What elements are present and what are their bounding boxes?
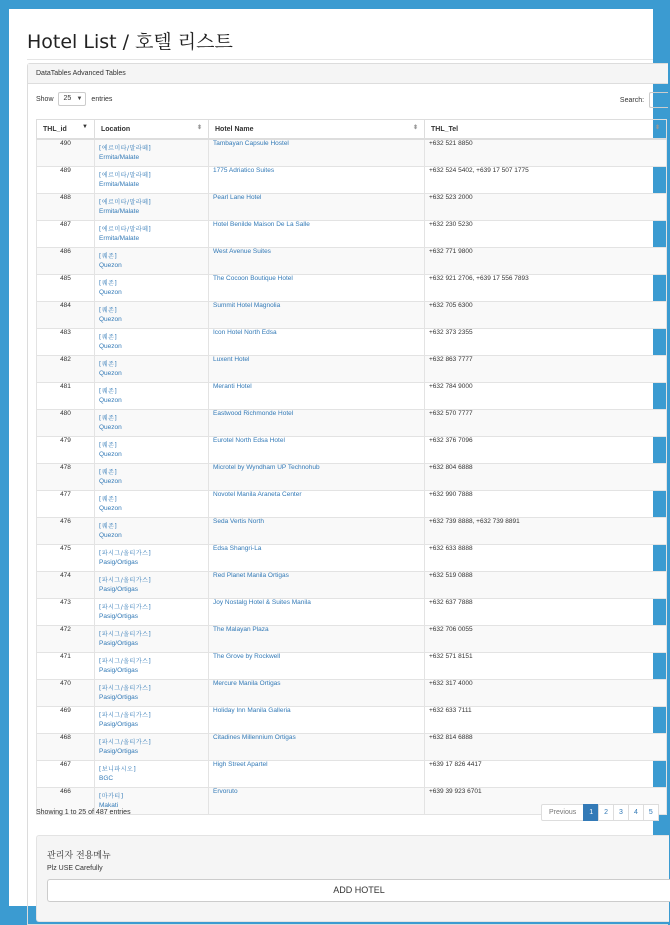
location-kr-link[interactable]: [퀘존] xyxy=(99,388,118,395)
hotel-name-link[interactable]: Citadines Millennium Ortigas xyxy=(213,734,296,741)
hotel-tel-cell: +632 521 8850 xyxy=(425,139,667,167)
hotel-name-link[interactable]: West Avenue Suites xyxy=(213,248,271,255)
hotel-id-cell: 485 xyxy=(37,275,95,302)
hotel-tel-cell: +632 706 0055 xyxy=(425,626,667,653)
hotel-id-cell: 487 xyxy=(37,221,95,248)
sort-both-icon: ⬍ xyxy=(412,125,418,131)
table-row xyxy=(37,653,667,680)
location-cell xyxy=(95,302,209,329)
location-kr-link[interactable]: [퀘존] xyxy=(99,253,118,260)
hotel-name-link[interactable]: Novotel Manila Araneta Center xyxy=(213,491,302,498)
hotel-table xyxy=(36,119,667,815)
hotel-id-cell: 477 xyxy=(37,491,95,518)
hotel-name-cell xyxy=(209,599,425,626)
location-kr-link[interactable]: [파시그/올티가스] xyxy=(99,577,152,584)
hotel-tel-cell: +632 373 2355 xyxy=(425,329,667,356)
hotel-tel-cell: +632 570 7777 xyxy=(425,410,667,437)
table-row xyxy=(37,626,667,653)
table-row xyxy=(37,167,667,194)
location-kr-link[interactable]: [퀘존] xyxy=(99,469,118,476)
hotel-id-cell: 473 xyxy=(37,599,95,626)
hotel-id-cell: 466 xyxy=(37,788,95,815)
datatable-panel xyxy=(27,63,668,925)
hotel-name-link[interactable]: High Street Apartel xyxy=(213,761,268,768)
hotel-tel-cell: +632 633 8888 xyxy=(425,545,667,572)
location-en-link[interactable]: Quezon xyxy=(99,343,122,350)
search-label: Search: xyxy=(619,96,645,104)
location-cell xyxy=(95,410,209,437)
page-length-select[interactable] xyxy=(58,92,86,106)
add-hotel-button[interactable]: ADD HOTEL xyxy=(47,879,670,902)
hotel-name-cell xyxy=(209,356,425,383)
hotel-name-cell xyxy=(209,545,425,572)
location-kr-link[interactable]: [에르미타/말라떼] xyxy=(99,199,152,206)
hotel-id-cell: 482 xyxy=(37,356,95,383)
hotel-name-link[interactable]: Microtel by Wyndham UP Technohub xyxy=(213,464,320,471)
location-kr-link[interactable]: [파시그/올티가스] xyxy=(99,604,152,611)
location-en-link[interactable]: Ermita/Malate xyxy=(99,181,140,188)
hotel-name-link[interactable]: Pearl Lane Hotel xyxy=(213,194,262,201)
hotel-id-cell: 483 xyxy=(37,329,95,356)
hotel-id-cell: 484 xyxy=(37,302,95,329)
hotel-name-link[interactable]: Ervoruto xyxy=(213,788,238,795)
previous-page-button[interactable]: Previous xyxy=(541,804,584,821)
hotel-name-cell xyxy=(209,302,425,329)
hotel-name-cell xyxy=(209,734,425,761)
location-en-link[interactable]: Quezon xyxy=(99,316,122,323)
hotel-name-cell xyxy=(209,788,425,815)
location-kr-link[interactable]: [파시그/올티가스] xyxy=(99,739,152,746)
location-en-link[interactable]: Pasig/Ortigas xyxy=(99,667,139,674)
hotel-tel-cell: +632 230 5230 xyxy=(425,221,667,248)
hotel-name-link[interactable]: The Grove by Rockwell xyxy=(213,653,281,660)
hotel-name-cell xyxy=(209,626,425,653)
location-kr-link[interactable]: [퀘존] xyxy=(99,442,118,449)
hotel-id-cell: 470 xyxy=(37,680,95,707)
table-row xyxy=(37,464,667,491)
location-en-link[interactable]: Pasig/Ortigas xyxy=(99,748,139,755)
hotel-name-link[interactable]: Hotel Benilde Maison De La Salle xyxy=(213,221,310,228)
hotel-name-link[interactable]: Summit Hotel Magnolia xyxy=(213,302,281,309)
hotel-id-cell: 468 xyxy=(37,734,95,761)
hotel-tel-cell: +632 376 7096 xyxy=(425,437,667,464)
column-header-location[interactable] xyxy=(95,120,209,140)
hotel-id-cell: 471 xyxy=(37,653,95,680)
column-header-label: Location xyxy=(101,125,131,133)
chevron-down-icon: ▼ xyxy=(76,96,83,102)
location-cell xyxy=(95,167,209,194)
admin-menu-subtitle: Plz USE Carefully xyxy=(47,865,103,872)
table-row xyxy=(37,599,667,626)
location-cell xyxy=(95,707,209,734)
location-en-link[interactable]: Quezon xyxy=(99,451,122,458)
location-en-link[interactable]: Pasig/Ortigas xyxy=(99,721,139,728)
location-en-link[interactable]: Ermita/Malate xyxy=(99,208,140,215)
hotel-tel-cell: +639 17 826 4417 xyxy=(425,761,667,788)
entries-label: entries xyxy=(91,95,113,103)
location-cell xyxy=(95,491,209,518)
hotel-id-cell: 486 xyxy=(37,248,95,275)
location-en-link[interactable]: Quezon xyxy=(99,532,122,539)
location-kr-link[interactable]: [파시그/올티가스] xyxy=(99,685,152,692)
hotel-name-link[interactable]: Eastwood Richmonde Hotel xyxy=(213,410,294,417)
hotel-id-cell: 467 xyxy=(37,761,95,788)
column-header-label: THL_Tel xyxy=(431,125,459,133)
table-row xyxy=(37,437,667,464)
location-en-link[interactable]: Ermita/Malate xyxy=(99,154,140,161)
location-en-link[interactable]: Quezon xyxy=(99,289,122,296)
hotel-name-link[interactable]: Luxent Hotel xyxy=(213,356,250,363)
location-kr-link[interactable]: [퀘존] xyxy=(99,307,118,314)
hotel-name-cell xyxy=(209,761,425,788)
location-cell xyxy=(95,572,209,599)
panel-heading: DataTables Advanced Tables xyxy=(28,64,668,84)
location-cell xyxy=(95,518,209,545)
page-length-control xyxy=(36,92,112,107)
location-en-link[interactable]: Pasig/Ortigas xyxy=(99,613,139,620)
table-row xyxy=(37,275,667,302)
page-button-4[interactable]: 4 xyxy=(628,804,644,821)
hotel-name-cell xyxy=(209,572,425,599)
hotel-tel-cell: +632 990 7888 xyxy=(425,491,667,518)
location-en-link[interactable]: Quezon xyxy=(99,424,122,431)
sort-both-icon: ⬍ xyxy=(196,125,202,131)
table-row xyxy=(37,329,667,356)
search-input[interactable] xyxy=(649,92,668,108)
hotel-id-cell: 475 xyxy=(37,545,95,572)
hotel-tel-cell: +632 804 6888 xyxy=(425,464,667,491)
table-controls xyxy=(36,92,668,110)
table-row xyxy=(37,761,667,788)
hotel-name-link[interactable]: Mercure Manila Ortigas xyxy=(213,680,281,687)
location-kr-link[interactable]: [파시그/올티가스] xyxy=(99,658,152,665)
hotel-name-link[interactable]: Edsa Shangri-La xyxy=(213,545,262,552)
admin-menu-title: 관리자 전용메뉴 xyxy=(47,851,111,861)
table-row xyxy=(37,221,667,248)
table-info: Showing 1 to 25 of 487 entries xyxy=(36,809,131,816)
hotel-tel-cell: +639 39 923 6701 xyxy=(425,788,667,815)
hotel-name-cell xyxy=(209,221,425,248)
hotel-id-cell: 480 xyxy=(37,410,95,437)
hotel-id-cell: 474 xyxy=(37,572,95,599)
location-kr-link[interactable]: [퀘존] xyxy=(99,415,118,422)
page-button-2[interactable]: 2 xyxy=(598,804,614,821)
location-kr-link[interactable]: [파시그/올티가스] xyxy=(99,712,152,719)
browser-frame xyxy=(9,9,660,906)
table-row xyxy=(37,302,667,329)
location-cell xyxy=(95,248,209,275)
page-button-3[interactable]: 3 xyxy=(613,804,629,821)
hotel-tel-cell: +632 814 6888 xyxy=(425,734,667,761)
page-button-5[interactable]: 5 xyxy=(643,804,659,821)
hotel-id-cell: 469 xyxy=(37,707,95,734)
search-control xyxy=(620,92,668,108)
hotel-tel-cell: +632 771 9800 xyxy=(425,248,667,275)
location-kr-link[interactable]: [마카티] xyxy=(99,793,124,800)
hotel-tel-cell: +632 524 5402, +639 17 507 1775 xyxy=(425,167,667,194)
hotel-name-link[interactable]: Icon Hotel North Edsa xyxy=(213,329,277,336)
table-row xyxy=(37,383,667,410)
location-kr-link[interactable]: [파시그/올티가스] xyxy=(99,631,152,638)
table-row xyxy=(37,734,667,761)
location-cell xyxy=(95,221,209,248)
location-cell xyxy=(95,734,209,761)
location-cell xyxy=(95,599,209,626)
table-row xyxy=(37,545,667,572)
hotel-id-cell: 488 xyxy=(37,194,95,221)
table-row xyxy=(37,194,667,221)
title-divider xyxy=(27,59,653,60)
location-cell xyxy=(95,437,209,464)
hotel-id-cell: 481 xyxy=(37,383,95,410)
location-kr-link[interactable]: [퀘존] xyxy=(99,523,118,530)
hotel-name-cell xyxy=(209,680,425,707)
table-row xyxy=(37,356,667,383)
hotel-name-link[interactable]: Tambayan Capsule Hostel xyxy=(213,140,289,147)
hotel-name-link[interactable]: Joy Nostalg Hotel & Suites Manila xyxy=(213,599,311,606)
hotel-name-cell xyxy=(209,383,425,410)
hotel-name-cell xyxy=(209,518,425,545)
column-header-id[interactable] xyxy=(37,120,95,140)
show-label: Show xyxy=(36,95,54,103)
hotel-name-link[interactable]: Red Planet Manila Ortigas xyxy=(213,572,289,579)
hotel-name-link[interactable]: Meranti Hotel xyxy=(213,383,252,390)
location-cell xyxy=(95,329,209,356)
location-en-link[interactable]: Pasig/Ortigas xyxy=(99,640,139,647)
hotel-tel-cell: +632 519 0888 xyxy=(425,572,667,599)
table-row xyxy=(37,410,667,437)
hotel-tel-cell: +632 921 2706, +639 17 556 7893 xyxy=(425,275,667,302)
location-kr-link[interactable]: [에르미타/말라떼] xyxy=(99,226,152,233)
hotel-name-cell xyxy=(209,139,425,167)
hotel-name-cell xyxy=(209,437,425,464)
hotel-tel-cell: +632 863 7777 xyxy=(425,356,667,383)
location-en-link[interactable]: Quezon xyxy=(99,397,122,404)
hotel-id-cell: 489 xyxy=(37,167,95,194)
location-cell xyxy=(95,383,209,410)
column-header-label: THL_id xyxy=(43,125,67,133)
page-title: Hotel List / 호텔 리스트 xyxy=(27,31,233,53)
location-kr-link[interactable]: [퀘존] xyxy=(99,361,118,368)
location-cell xyxy=(95,545,209,572)
location-kr-link[interactable]: [에르미타/말라떼] xyxy=(99,172,152,179)
hotel-tel-cell: +632 317 4000 xyxy=(425,680,667,707)
location-kr-link[interactable]: [퀘존] xyxy=(99,280,118,287)
location-cell xyxy=(95,626,209,653)
table-row xyxy=(37,518,667,545)
hotel-name-cell xyxy=(209,194,425,221)
location-en-link[interactable]: Ermita/Malate xyxy=(99,235,140,242)
page-button-1[interactable]: 1 xyxy=(583,804,599,821)
column-header-hotel-name[interactable] xyxy=(209,120,425,140)
hotel-name-cell xyxy=(209,248,425,275)
hotel-name-cell xyxy=(209,707,425,734)
location-en-link[interactable]: BGC xyxy=(99,775,114,782)
hotel-name-link[interactable]: 1775 Adriatico Suites xyxy=(213,167,275,174)
table-row xyxy=(37,139,667,167)
column-header-tel[interactable] xyxy=(425,120,667,140)
table-row xyxy=(37,572,667,599)
location-cell xyxy=(95,139,209,167)
sort-desc-icon: ▼ xyxy=(82,124,88,130)
location-en-link[interactable]: Makati xyxy=(99,802,119,809)
column-header-label: Hotel Name xyxy=(215,125,254,133)
location-cell xyxy=(95,194,209,221)
location-en-link[interactable]: Pasig/Ortigas xyxy=(99,586,139,593)
hotel-tel-cell: +632 523 2000 xyxy=(425,194,667,221)
hotel-name-cell xyxy=(209,275,425,302)
location-en-link[interactable]: Pasig/Ortigas xyxy=(99,694,139,701)
location-cell xyxy=(95,275,209,302)
location-en-link[interactable]: Quezon xyxy=(99,505,122,512)
hotel-tel-cell: +632 705 6300 xyxy=(425,302,667,329)
hotel-name-cell xyxy=(209,167,425,194)
hotel-id-cell: 472 xyxy=(37,626,95,653)
hotel-tel-cell: +632 571 8151 xyxy=(425,653,667,680)
location-en-link[interactable]: Pasig/Ortigas xyxy=(99,559,139,566)
hotel-name-cell xyxy=(209,653,425,680)
hotel-name-link[interactable]: Holiday Inn Manila Galleria xyxy=(213,707,291,714)
hotel-id-cell: 479 xyxy=(37,437,95,464)
table-row xyxy=(37,680,667,707)
hotel-tel-cell: +632 637 7888 xyxy=(425,599,667,626)
table-header-row xyxy=(37,120,667,140)
location-kr-link[interactable]: [퀘존] xyxy=(99,334,118,341)
table-body xyxy=(37,139,667,815)
hotel-name-cell xyxy=(209,464,425,491)
location-en-link[interactable]: Quezon xyxy=(99,262,122,269)
hotel-name-link[interactable]: The Cocoon Boutique Hotel xyxy=(213,275,293,282)
page-length-value: 25 xyxy=(63,95,72,102)
hotel-tel-cell: +632 633 7111 xyxy=(425,707,667,734)
location-cell xyxy=(95,761,209,788)
hotel-id-cell: 490 xyxy=(37,139,95,167)
pagination xyxy=(542,804,659,821)
table-row xyxy=(37,707,667,734)
location-cell xyxy=(95,680,209,707)
location-kr-link[interactable]: [파시그/올티가스] xyxy=(99,550,152,557)
location-cell xyxy=(95,464,209,491)
location-kr-link[interactable]: [퀘존] xyxy=(99,496,118,503)
location-en-link[interactable]: Quezon xyxy=(99,478,122,485)
hotel-id-cell: 478 xyxy=(37,464,95,491)
location-cell xyxy=(95,653,209,680)
hotel-name-link[interactable]: The Malayan Plaza xyxy=(213,626,269,633)
hotel-name-cell xyxy=(209,329,425,356)
admin-menu xyxy=(36,835,669,922)
location-kr-link[interactable]: [보니파시오] xyxy=(99,766,137,773)
location-en-link[interactable]: Quezon xyxy=(99,370,122,377)
hotel-name-link[interactable]: Seda Vertis North xyxy=(213,518,264,525)
sort-both-icon: ⬍ xyxy=(654,125,660,131)
hotel-tel-cell: +632 739 8888, +632 739 8891 xyxy=(425,518,667,545)
location-kr-link[interactable]: [에르미타/말라떼] xyxy=(99,145,152,152)
hotel-name-cell xyxy=(209,410,425,437)
table-row xyxy=(37,491,667,518)
location-cell xyxy=(95,356,209,383)
table-row xyxy=(37,248,667,275)
hotel-id-cell: 476 xyxy=(37,518,95,545)
hotel-name-cell xyxy=(209,491,425,518)
hotel-name-link[interactable]: Eurotel North Edsa Hotel xyxy=(213,437,285,444)
hotel-tel-cell: +632 784 9000 xyxy=(425,383,667,410)
